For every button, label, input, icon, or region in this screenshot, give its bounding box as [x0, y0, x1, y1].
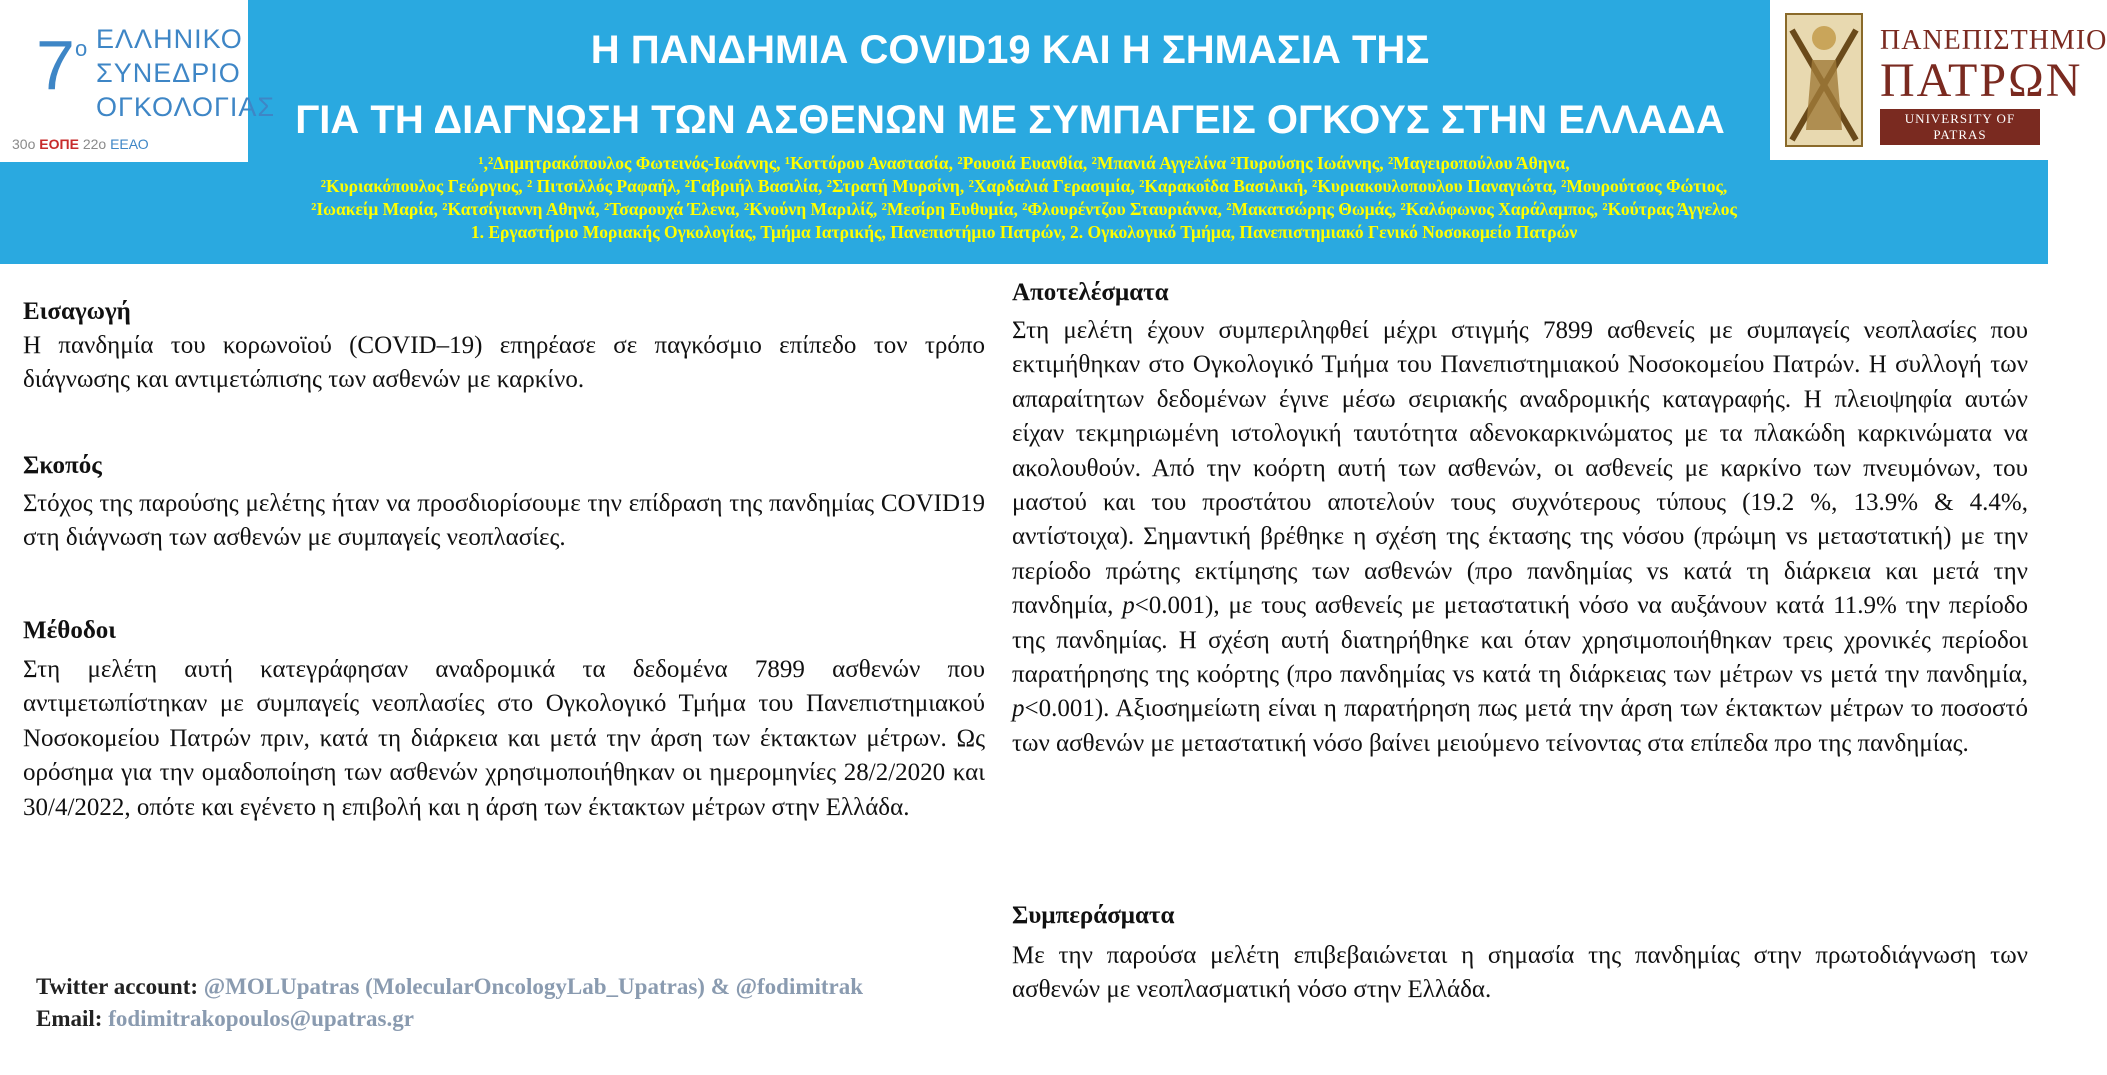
- intro-text: Η πανδημία του κορωνοϊού (COVID–19) επηρέασε σε παγκόσμιο επίπεδο τον τρόπο διάγνωσης και αντιμετώπισης των ασθενών με καρκίνο.: [23, 332, 985, 394]
- intro-heading: Εισαγωγή: [23, 298, 131, 325]
- congress-logo-line2: ΣΥΝΕΔΡΙΟ: [96, 58, 241, 88]
- congress-logo-line1: ΕΛΛΗΝΙΚΟ: [96, 24, 243, 54]
- university-name-line2: ΠΑΤΡΩΝ: [1880, 53, 2083, 107]
- author-line: ¹,²Δημητρακόπουλος Φωτεινός-Ιωάννης, ¹Κοττόρου Αναστασία, ²Ρουσιά Ευανθία, ²Μπανιά Αγγελίνα ²Πυρούσης Ιωάννης, ²Μαγειροπούλου Άθηνα,: [478, 153, 1570, 173]
- twitter-contact: [36, 974, 863, 1000]
- conclusions-text: Με την παρούσα μελέτη επιβεβαιώνεται η σημασία της πανδημίας στην πρωτοδιάγνωση των ασθενών με νεοπλασματική νόσο στην Ελλάδα.: [1012, 942, 2028, 1004]
- author-line: ²Ιωακείμ Μαρία, ²Κατσίγιαννη Αθηνά, ²Τσαρουχά Έλενα, ²Κνούνη Μαριλίζ, ²Μεσίρη Ευθυμία, ²Φλουρέντζου Σταυριάννα, ²Μακατσώρης Θωμάς, ²Καλόφωνος Χαράλαμπος, ²Κούτρας Άγγελος: [311, 199, 1737, 219]
- methods-heading: Μέθοδοι: [23, 617, 117, 644]
- university-name-english: UNIVERSITY OF PATRAS: [1880, 109, 2040, 145]
- author-list: [0, 152, 2048, 244]
- poster-header: [0, 0, 2107, 264]
- congress-number: $7^o$: [36, 26, 88, 104]
- conclusions-heading: Συμπεράσματα: [1012, 902, 1175, 929]
- results-text: Στη μελέτη έχουν συμπεριληφθεί μέχρι στιγμής 7899 ασθενείς με συμπαγείς νεοπλασίες που εκτιμήθηκαν στο Ογκολογικό Τμήμα του Πανεπιστημιακού Νοσοκομείου Πατρών. Η συλλογή των απαραίτητων δεδομένων έγινε μέσω σειριακής αναδρομικής καταγραφής. Η πλειοψηφία αυτών είχαν τεκμηριωμένη ιστολογική ταυτότητα αδενοκαρκινώματος με τα πλακώδη καρκινώματα να ακολουθούν. Από την κοόρτη αυτή των ασθενών, οι ασθενείς με καρκίνο των πνευμόνων, του μαστού και του προστάτου αποτελούν τους συχνότερους τύπους (19.2 %, 13.9% & 4.4%, αντίστοιχα). Σημαντική βρέθηκε η σχέση της έκτασης της νόσου (πρώιμη vs μεταστατική) με την περίοδο πρώτης εκτίμησης των ασθενών (προ πανδημίας vs κατά τη διάρκεια και μετά την πανδημία, p<0.001), με τους ασθενείς με μεταστατική νόσο να αυξάνουν κατά 11.9% την περίοδο της πανδημίας. Η σχέση αυτή διατηρήθηκε και όταν χρησιμοποιήθηκαν τρεις χρονικές περίοδοι παρατήρησης της κοόρτης (προ πανδημίας vs κατά τη διάρκειας των μέτρων vs μετά την πανδημία, p<0.001). Αξιοσημείωτη είναι η παρατήρηση πως μετά την άρση των έκτακτων μέτρων το ποσοστό των ασθενών με μεταστατική νόσο βαίνει μειούμενο τείνοντας στα επίπεδα προ της πανδημίας.: [1012, 317, 2029, 757]
- poster-title-line1: Η ΠΑΝΔΗΜΙΑ COVID19 ΚΑΙ Η ΣΗΜΑΣΙΑ ΤΗΣ: [590, 28, 1430, 72]
- university-name-line1: ΠΑΝΕΠΙΣΤΗΜΙΟ: [1880, 25, 2107, 56]
- congress-logo: [0, 0, 276, 162]
- university-logo: [1770, 0, 2107, 160]
- methods-text: Στη μελέτη αυτή κατεγράφησαν αναδρομικά τα δεδομένα 7899 ασθενών που αντιμετωπίστηκαν με συμπαγείς νεοπλασίες στο Ογκολογικό Τμήμα του Πανεπιστημιακού Νοσοκομείου Πατρών πριν, κατά τη διάρκεια και μετά την άρση των έκτακτων μέτρων. Ως ορόσημα για την ομαδοποίηση των ασθενών χρησιμοποιήθηκαν οι ημερομηνίες 28/2/2020 και 30/4/2022, οπότε και εγένετο η επιβολή και η άρση των έκτακτων μέτρων στην Ελλάδα.: [23, 656, 985, 821]
- twitter-label: Twitter account:: [36, 974, 204, 999]
- aim-heading: Σκοπός: [23, 452, 102, 479]
- email-link[interactable]: fodimitrakopoulos@upatras.gr: [108, 1006, 414, 1031]
- author-line: ²Κυριακόπουλος Γεώργιος, ² Πιτσιλλός Ραφαήλ, ²Γαβριήλ Βασιλία, ²Στρατή Μυρσίνη, ²Χαρδαλιά Γερασιμία, ²Καρακοΐδα Βασιλική, ²Κυριακουλοπουλου Παναγιώτα, ²Μουρούτσος Φώτιος,: [320, 176, 1728, 196]
- affiliations: 1. Εργαστήριο Μοριακής Ογκολογίας, Τμήμα Ιατρικής, Πανεπιστήμιο Πατρών, 2. Ογκολογικό Τμήμα, Πανεπιστημιακό Γενικό Νοσοκομείο Πατρών: [470, 222, 1578, 242]
- results-heading: Αποτελέσματα: [1012, 279, 1169, 306]
- poster-title-line2: ΓΙΑ ΤΗ ΔΙΑΓΝΩΣΗ ΤΩΝ ΑΣΘΕΝΩΝ ΜΕ ΣΥΜΠΑΓΕΙΣ ΟΓΚΟΥΣ ΣΤΗΝ ΕΛΛΑΔΑ: [295, 98, 1725, 142]
- twitter-handle-link[interactable]: @MOLUpatras (MolecularOncologyLab_Upatras) & @fodimitrak: [203, 974, 864, 999]
- university-crest-icon: [1782, 10, 1866, 150]
- email-label: Email:: [36, 1006, 109, 1031]
- aim-text: Στόχος της παρούσης μελέτης ήταν να προσδιορίσουμε την επίδραση της πανδημίας COVID19 στη διάγνωση των ασθενών με συμπαγείς νεοπλασίες.: [23, 490, 985, 552]
- email-contact: [36, 1006, 414, 1032]
- congress-logo-line3: ΟΓΚΟΛΟΓΙΑΣ: [96, 92, 276, 122]
- congress-logo-orgs: 30ο ΕΟΠΕ 22ο ΕΕΑΟ: [12, 136, 149, 152]
